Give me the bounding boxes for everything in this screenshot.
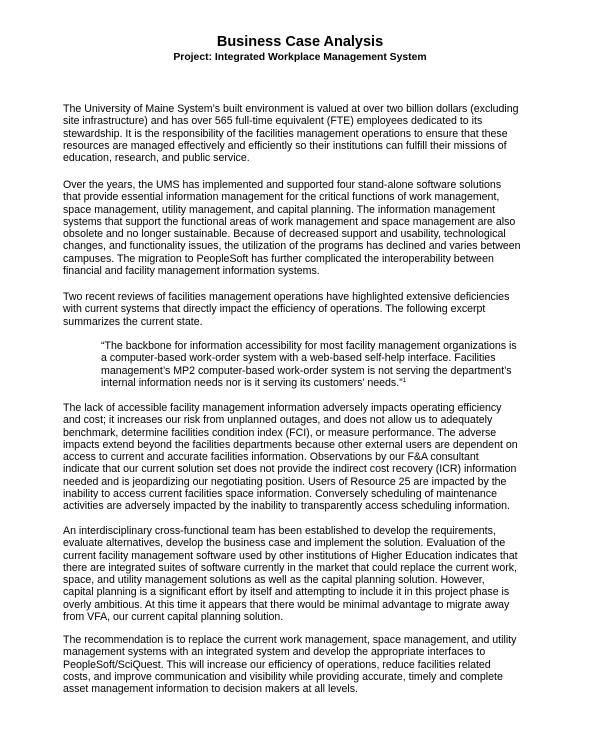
quote-line: “The backbone for information accessibility for most facility management organizations is xyxy=(101,340,517,352)
paragraph-recommendation xyxy=(63,634,533,695)
text-line: needed and is jeopardizing our negotiating position. Users of Resource 25 are impacted by the xyxy=(63,475,507,488)
text-line: space management, utility management, and capital planning. The information management xyxy=(63,203,496,216)
text-line: management systems with an integrated system and develop the appropriate interfaces to xyxy=(63,646,486,659)
text-line: Over the years, the UMS has implemented and supported four stand-alone software solutions xyxy=(63,179,502,191)
text-line: that provide essential information management for the critical functions of work management, xyxy=(63,191,500,204)
paragraph-lack-of-information xyxy=(63,402,533,513)
text-line: evaluate alternatives, develop the business case and implement the solution. Evaluation of the xyxy=(63,537,506,550)
text-line: The recommendation is to replace the current work management, space management, and utility xyxy=(63,634,517,646)
text-line: changes, and functionality issues, the utilization of the programs has declined and varies between xyxy=(63,240,521,253)
text-line: Two recent reviews of facilities management operations have highlighted extensive deficiencies xyxy=(63,291,510,303)
document-title: Business Case Analysis xyxy=(216,34,384,50)
text-line: capital planning is a significant effort by itself and attempting to include it in this project phase is xyxy=(63,586,510,599)
text-line: PeopleSoft/SciQuest. This will increase our efficiency of operations, reduce facilities related xyxy=(63,658,491,671)
text-line: education, research, and public service. xyxy=(63,152,250,165)
text-line: The lack of accessible facility management information adversely impacts operating efficiency xyxy=(63,402,502,414)
text-line: impacts extend beyond the facilities departments because other external users are dependent on xyxy=(63,438,518,451)
text-line: The University of Maine System’s built environment is valued at over two billion dollars (excluding xyxy=(63,103,519,115)
text-line: costs, and improve communication and visibility while providing accurate, timely and complete xyxy=(63,670,503,683)
quote-line: management’s MP2 computer-based work-order system is not serving the department’s xyxy=(101,364,512,377)
text-line: with current systems that directly impact the efficiency of operations. The following excerpt xyxy=(63,303,486,316)
block-quote xyxy=(101,340,531,389)
text-line: summarizes the current state. xyxy=(63,315,203,328)
quote-line-text: internal information needs nor is it serving its customers’ needs.” xyxy=(101,376,403,389)
text-line: financial and facility management information systems. xyxy=(63,265,320,278)
text-line: access to current and accurate facilities information. Observations by our F&A consultant xyxy=(63,451,479,464)
text-line: and cost; it increases our risk from unplanned outages, and does not allow us to adequately xyxy=(63,414,493,427)
text-line: resources are managed effectively and efficiently so their institutions can fulfill their missions of xyxy=(63,139,507,152)
text-line: benchmark, determine facilities condition index (FCI), or measure performance. The adverse xyxy=(63,426,497,439)
quote-line: a computer-based work-order system with a web-based self-help interface. Facilities xyxy=(101,352,496,365)
text-line: stewardship. It is the responsibility of the facilities management operations to ensure that these xyxy=(63,127,508,140)
text-line: from VFA, our current capital planning solution. xyxy=(63,611,284,624)
text-line: An interdisciplinary cross-functional team has been established to develop the requirements, xyxy=(63,525,496,537)
text-line: inability to access current facilities space information. Conversely scheduling of maintenance xyxy=(63,488,497,501)
text-line: campuses. The migration to PeopleSoft has further complicated the interoperability between xyxy=(63,252,494,265)
text-line: site infrastructure) and has over 565 full-time equivalent (FTE) employees dedicated to its xyxy=(63,115,483,128)
paragraph-team-evaluation xyxy=(63,525,533,623)
project-subtitle: Project: Integrated Workplace Management System xyxy=(173,52,427,63)
paragraph-software-solutions xyxy=(63,179,533,277)
text-line: obsolete and no longer sustainable. Because of decreased support and usability, technological xyxy=(63,228,506,241)
text-line: space, and utility management solutions as well as the capital planning solution. However, xyxy=(63,574,485,587)
text-line: indicate that our current solution set does not provide the indirect cost recovery (ICR) information xyxy=(63,463,517,476)
footnote-marker: 1 xyxy=(402,376,407,384)
text-line: asset management information to decision makers at all levels. xyxy=(63,683,359,696)
quote-line xyxy=(101,377,531,389)
text-line: there are integrated suites of software currently in the market that could replace the current work, xyxy=(63,561,517,574)
text-line: systems that support the functional areas of work management and space management are also xyxy=(63,215,516,228)
text-line: activities are adversely impacted by the inability to transparently access scheduling information. xyxy=(63,500,510,513)
paragraph-recent-reviews xyxy=(63,291,533,328)
text-line: overly ambitious. At this time it appears that there would be minimal advantage to migrate away xyxy=(63,598,510,611)
paragraph-built-environment xyxy=(63,103,533,164)
text-line: current facility management software used by other institutions of Higher Education indicates that xyxy=(63,549,518,562)
